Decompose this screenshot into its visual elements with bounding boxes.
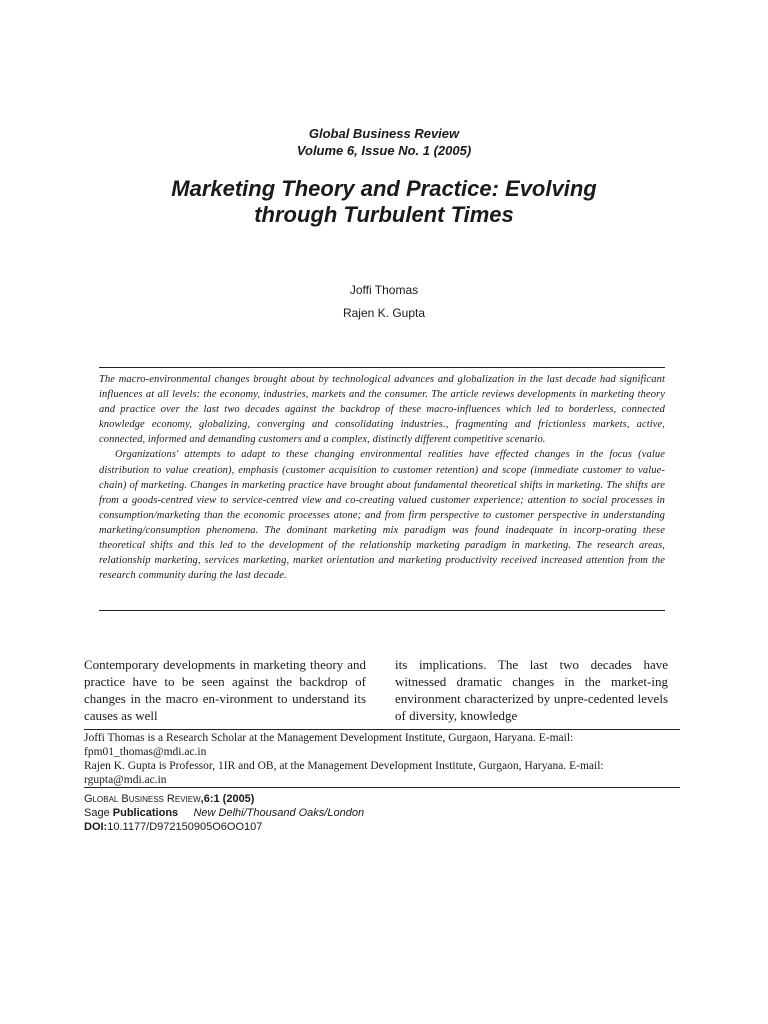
publisher-name: Publications — [112, 807, 179, 819]
abstract-paragraph: The macro-environmental changes brought about by technological advances and globalization in the last decade had significant influences at all levels: the economy, industries, markets and the consumer. The article reviews developments in marketing theory and practice over the last two decades against the backdrop of these macro-influences which led to borderless, connected knowledge economy, globalizing, converging and consolidating industries., fragmenting and frictionless markets, active, connected, informed and demanding customers and a complex, distinctly different competitive scenario. — [99, 374, 665, 446]
publisher-prefix: Sage — [84, 807, 110, 819]
publisher-locations: New Delhi/Thousand Oaks/London — [193, 807, 365, 819]
author-list — [0, 279, 768, 325]
abstract-bottom-rule — [99, 610, 665, 611]
body-column-left: Contemporary developments in marketing theory and practice have to be seen against the backdrop of changes in the macro en-vironment to understand its causes as well — [84, 657, 366, 723]
footnote-author-1-email: fpm01_thomas@mdi.ac.in — [84, 746, 207, 758]
abstract-paragraph: Organizations' attempts to adapt to these changing environmental realities have effected changes in the focus (value distribution to value creation), emphasis (customer acquisition to customer retention) and scope (immediate customer to value-chain) of marketing. Changes in marketing practice have brought about fundamental theoretical shifts in marketing. The shifts are from a goods-centred view to service-centred view and co-creating valued customer experience; attention to social processes in consumption/marketing than the economic processes atone; and from firm perspective to customer perspective in understanding marketing/consumption phenomena. The dominant marketing mix paradigm was found inadequate in incorp-orating these theoretical shifts and this led to the development of the relationship marketing paradigm in marketing. The research areas, relationship marketing, services marketing, market orientation and marketing productivity received increased attention from the research community during the last decade. — [99, 449, 665, 582]
journal-issue: Volume 6, Issue No. 1 (2005) — [296, 143, 472, 158]
author-name: Joffi Thomas — [349, 283, 419, 297]
footnote-author-2: Rajen K. Gupta is Professor, 1IR and OB, at the Management Development Institute, Gurgaon, Haryana. E-mail: — [84, 760, 604, 772]
publication-doi — [84, 820, 684, 834]
publication-info — [84, 792, 684, 834]
publication-volume: ,6:1 (2005) — [200, 793, 255, 805]
publication-journal: Global Business Review — [84, 793, 201, 805]
abstract — [99, 372, 665, 583]
publication-publisher — [84, 806, 684, 820]
publication-citation — [84, 792, 684, 806]
author-name: Rajen K. Gupta — [342, 306, 426, 320]
footnote-rule — [84, 729, 680, 730]
footnote-author-2-email: rgupta@mdi.ac.in — [84, 774, 167, 786]
article-title — [0, 176, 768, 228]
body-column-right: its implications. The last two decades have witnessed dramatic changes in the market-ing environment characterized by unpre-cedented levels of diversity, knowledge — [395, 657, 668, 723]
footnote-author-1: Joffi Thomas is a Research Scholar at the Management Development Institute, Gurgaon, Haryana. E-mail: — [84, 732, 574, 744]
article-title-line-1: Marketing Theory and Practice: Evolving — [171, 176, 597, 201]
publication-rule — [84, 787, 680, 788]
article-title-line-2: through Turbulent Times — [254, 202, 514, 227]
journal-header — [0, 125, 768, 159]
abstract-top-rule — [99, 367, 665, 368]
author-footnotes — [84, 731, 684, 787]
journal-name: Global Business Review — [308, 126, 460, 141]
doi-value: 10.1177/D972150905O6OO107 — [107, 821, 263, 833]
doi-label: DOI: — [84, 821, 108, 833]
